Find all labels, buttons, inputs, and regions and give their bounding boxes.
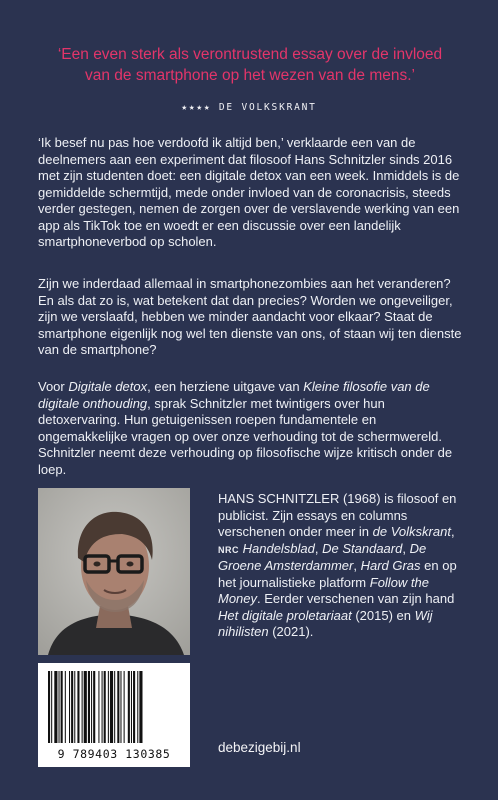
p3-text-c: , sprak Schnitzler met twintigers over hun detoxervaring. Hun getuigenissen roepen fundamentele en ongemakkelijke vragen op over onze verhouding tot de schermwereld. Schnitzler neemt deze verhouding op filosofische wijze kritisch onder de loep. — [38, 395, 453, 477]
quote-line-1: ‘Een even sterk als verontrustend essay over de invloed — [57, 46, 443, 63]
bio-text-a: HANS SCHNITZLER (1968) is filosoof en publicist. Zijn essays en columns verschenen onder meer in — [218, 491, 457, 539]
review-quote — [30, 44, 470, 86]
bio-text-c: . Eerder verschenen van zijn hand — [257, 591, 455, 606]
barcode-bar — [108, 671, 109, 743]
barcode-bar — [114, 671, 115, 743]
barcode-bar — [128, 671, 130, 743]
barcode-bar — [69, 671, 70, 743]
quote-line-2: van de smartphone op het wezen van de mens.’ — [84, 67, 415, 84]
isbn-barcode — [38, 663, 190, 767]
bio-volkskrant: de Volkskrant — [372, 524, 451, 539]
barcode-bar — [91, 671, 92, 743]
barcode-bar — [74, 671, 75, 743]
barcode-bar — [98, 671, 99, 743]
barcode-bar — [71, 671, 73, 743]
isbn-number: 9 789403 130385 — [57, 747, 171, 761]
bio-separator: , — [353, 558, 361, 573]
barcode-bar — [131, 671, 132, 743]
review-source: ★★★★ DE VOLKSKRANT — [181, 102, 317, 113]
barcode-bar — [59, 671, 60, 743]
barcode-bar — [54, 671, 57, 743]
bio-separator: , — [314, 540, 323, 556]
barcode-bar — [84, 671, 87, 743]
p3-text-b: , een herziene uitgave van — [147, 379, 304, 394]
barcode-bar — [117, 671, 119, 743]
book-title: Digitale detox — [68, 379, 148, 394]
blurb-paragraph-2: Zijn we inderdaad allemaal in smartphonezombies aan het veranderen? En als dat zo is, wat betekent dat dan precies? Worden we ongeveiliger, zijn we verslaafd, hebben we minder aandacht voor elkaar? Staat de smartphone eigenlijk nog wel ten dienste van ons, of staan wij ten dienste van de smartphone? — [38, 276, 462, 357]
barcode-bar — [124, 671, 125, 743]
bio-text-d: (2015) en — [351, 607, 415, 623]
barcode-bar — [104, 671, 106, 743]
barcode-bar — [133, 671, 135, 743]
barcode-bar — [110, 671, 113, 743]
author-photo — [38, 488, 190, 655]
previous-book-title: Kleine filosofie van de digitale onthouding — [38, 379, 430, 411]
barcode-bar — [102, 671, 103, 743]
barcode-bar — [93, 671, 95, 743]
author-portrait-icon — [38, 488, 190, 655]
bio-separator: , — [450, 524, 455, 539]
author-bio — [218, 491, 468, 641]
barcode-bar — [48, 671, 50, 743]
bio-text-b: en op het journalistieke platform — [218, 558, 457, 590]
barcode-bar — [77, 671, 79, 743]
bio-de-groene-amsterdammer: De Groene Amsterdammer — [218, 540, 427, 573]
bio-book-title-1: Het digitale proletariaat — [218, 607, 352, 623]
blurb-paragraph-1: ‘Ik besef nu pas hoe verdoofd ik altijd ben,’ verklaarde een van de deelnemers aan een experiment dat filosoof Hans Schnitzler sinds 2016 met zijn studenten doet: een digitale detox van een week. Inmiddels is de gemiddelde schermtijd, mede onder invloed van de coronacrisis, steeds verder gestegen, nemen de zorgen over de verslavende werking van een app als TikTok toe en woedt er een discussie over een landelijk smartphoneverbod op scholen. — [38, 135, 460, 249]
barcode-bar — [137, 671, 138, 743]
bio-de-standaard: De Standaard — [322, 540, 403, 556]
p3-text-a: Voor — [38, 379, 69, 394]
bio-book-title-2: Wij nihilisten — [218, 607, 433, 639]
barcode-bar — [82, 671, 83, 743]
barcode-bar — [65, 671, 66, 743]
barcode-bar — [88, 671, 90, 743]
barcode-bar — [61, 671, 63, 743]
barcode-bars — [46, 671, 182, 743]
bio-text-e: (2021). — [268, 624, 314, 639]
publisher-website: debezigebij.nl — [218, 740, 301, 755]
bio-handelsblad: Handelsblad — [239, 540, 315, 556]
barcode-bar — [120, 671, 121, 743]
bio-hard-gras: Hard Gras — [360, 558, 421, 573]
bio-separator: , — [402, 540, 410, 556]
blurb-paragraph-3 — [38, 379, 464, 478]
bio-nrc-logo: NRC — [218, 544, 239, 555]
barcode-bar — [51, 671, 52, 743]
bio-follow-the-money: Follow the Money — [218, 574, 429, 606]
barcode-bar — [139, 671, 142, 743]
